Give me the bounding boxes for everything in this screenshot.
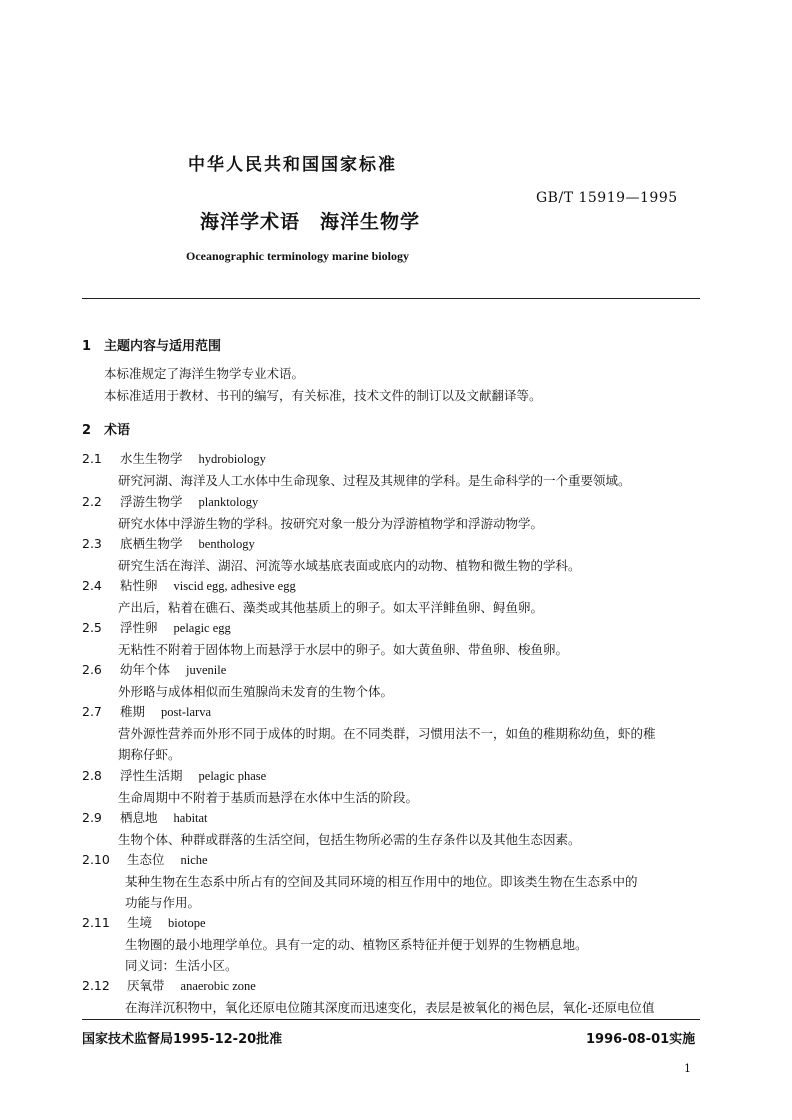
term-heading [82,850,208,868]
term-definition: 研究生活在海洋、湖沼、河流等水域基底表面或底内的动物、植物和微生物的学科。 [118,558,581,573]
section-title: 主题内容与适用范围 [104,339,222,354]
term-en: hydrobiology [198,452,266,466]
term-heading [82,766,266,784]
term-heading [82,702,211,720]
standard-code: GB/T 15919—1995 [536,190,678,206]
term-cn: 浮性生活期 [120,768,183,783]
term-heading [82,492,258,510]
section-heading-2 [82,419,130,438]
term-definition-continued: 期称仔虾。 [118,747,181,762]
term-en: habitat [173,811,208,825]
term-number: 2.9 [82,810,102,825]
term-cn: 生态位 [127,852,165,867]
national-standard-heading: 中华人民共和国国家标准 [188,155,397,175]
term-definition: 研究河湖、海洋及人工水体中生命现象、过程及其规律的学科。是生命科学的一个重要领域。 [118,473,631,488]
term-definition: 在海洋沉积物中，氧化还原电位随其深度而迅速变化，表层是被氧化的褐色层，氧化-还原电位值 [125,1000,655,1015]
term-number: 2.7 [82,704,102,719]
term-en: biotope [168,916,206,930]
page-number: 1 [684,1062,691,1075]
term-definition: 产出后，粘着在礁石、藻类或其他基质上的卵子。如太平洋鲱鱼卵、鲟鱼卵。 [118,600,544,615]
term-cn: 水生生物学 [120,451,183,466]
term-cn: 幼年个体 [120,662,171,677]
term-cn: 浮性卵 [120,620,158,635]
term-cn: 厌氧带 [127,978,165,993]
term-en: niche [180,853,208,867]
term-definition: 外形略与成体相似而生殖腺尚未发育的生物个体。 [118,684,394,699]
paragraph: 本标准适用于教材、书刊的编写，有关标准，技术文件的制订以及文献翻译等。 [104,388,542,403]
term-en: anaerobic zone [180,979,256,993]
term-number: 2.10 [82,852,110,867]
term-number: 2.12 [82,978,110,993]
term-en: planktology [198,495,259,509]
term-number: 2.8 [82,768,102,783]
term-heading [82,449,266,467]
term-cn: 底栖生物学 [120,536,183,551]
term-number: 2.3 [82,536,102,551]
term-number: 2.4 [82,578,102,593]
paragraph: 本标准规定了海洋生物学专业术语。 [104,366,305,381]
term-en: pelagic phase [198,769,267,783]
document-title-en: Oceanographic terminology marine biology [186,249,409,263]
approval-line: 国家技术监督局1995-12-20批准 [82,1032,283,1047]
term-cn: 浮游生物学 [120,494,183,509]
term-number: 2.11 [82,915,110,930]
section-heading-1 [82,335,221,354]
footer-divider [82,1019,700,1020]
term-en: juvenile [186,663,227,677]
term-number: 2.2 [82,494,102,509]
term-heading [82,618,231,636]
term-en: viscid egg, adhesive egg [173,579,296,593]
term-definition: 生物圈的最小地理学单位。具有一定的动、植物区系特征并便于划界的生物栖息地。 [125,937,588,952]
term-heading [82,534,255,552]
term-cn: 稚期 [120,704,146,719]
term-definition-continued: 功能与作用。 [125,895,201,910]
term-heading [82,576,296,594]
term-definition: 营外源性营养而外形不同于成体的时期。在不同类群，习惯用法不一，如鱼的稚期称幼鱼，虾的稚 [118,726,656,741]
term-heading [82,808,208,826]
document-title-cn: 海洋学术语 海洋生物学 [200,211,421,233]
term-cn: 粘性卵 [120,578,158,593]
effective-date: 1996-08-01实施 [586,1032,696,1047]
header-divider [82,298,700,299]
section-title: 术语 [104,423,131,438]
term-definition-continued: 同义词：生活小区。 [125,958,238,973]
term-cn: 栖息地 [120,810,158,825]
term-en: post-larva [161,705,211,719]
term-definition: 生物个体、种群或群落的生活空间，包括生物所必需的生存条件以及其他生态因素。 [118,832,581,847]
term-en: benthology [198,537,255,551]
term-heading [82,913,206,931]
term-number: 2.1 [82,451,102,466]
section-number: 1 [82,339,92,354]
term-definition: 研究水体中浮游生物的学科。按研究对象一般分为浮游植物学和浮游动物学。 [118,516,544,531]
term-definition: 某种生物在生态系中所占有的空间及其同环境的相互作用中的地位。即该类生物在生态系中的 [125,874,638,889]
term-definition: 生命周期中不附着于基质而悬浮在水体中生活的阶段。 [118,790,419,805]
term-number: 2.5 [82,620,102,635]
section-number: 2 [82,423,92,438]
term-heading [82,976,256,994]
term-cn: 生境 [127,915,153,930]
term-en: pelagic egg [173,621,231,635]
term-number: 2.6 [82,662,102,677]
term-definition: 无粘性不附着于固体物上而悬浮于水层中的卵子。如大黄鱼卵、带鱼卵、梭鱼卵。 [118,642,569,657]
term-heading [82,660,226,678]
